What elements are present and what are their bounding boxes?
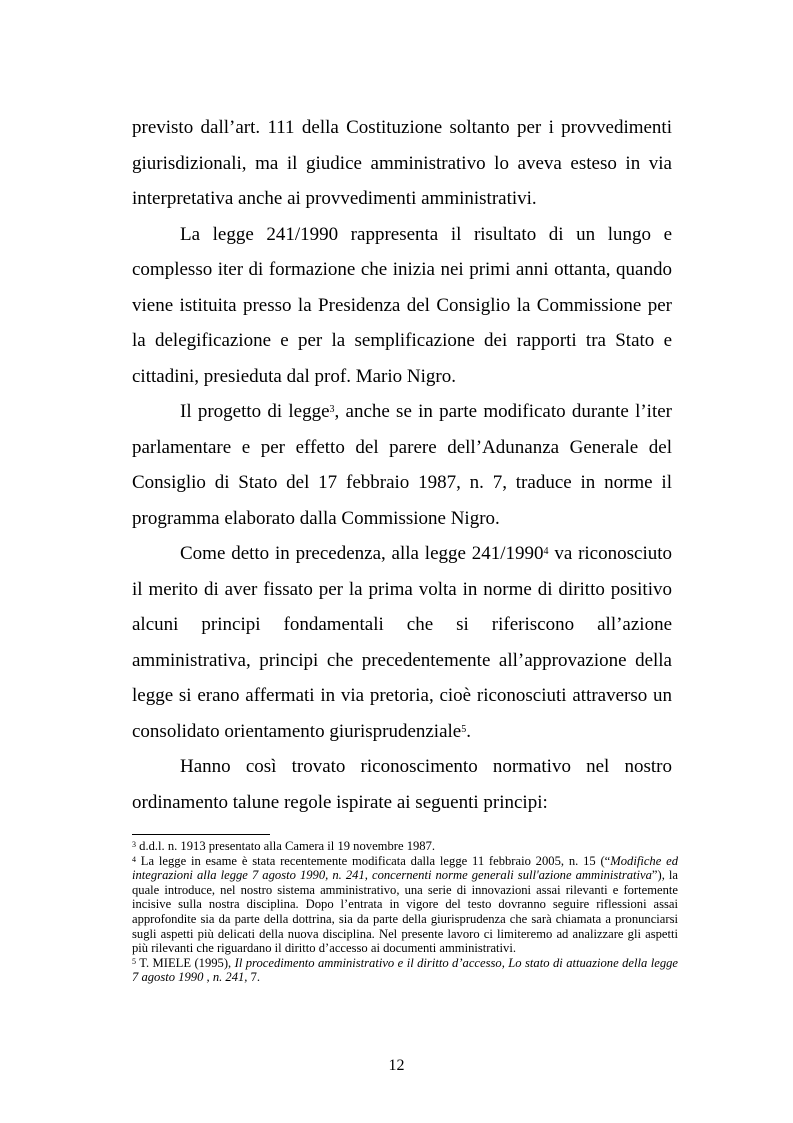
paragraph-4 [132,536,672,749]
footnotes [132,839,678,985]
footnote-3-text: d.d.l. n. 1913 presentato alla Camera il 19 novembre 1987. [136,839,436,853]
footnote-4-text-a: La legge in esame è stata recentemente modificata dalla legge 11 febbraio 2005, n. 15 (“ [136,853,611,868]
paragraph-3-text-a: Il progetto di legge [180,401,330,422]
paragraph-4-text-a: Come detto in precedenza, alla legge 241/1990 [180,543,544,564]
footnote-3 [132,839,678,854]
footnote-ref-3[interactable]: 3 [329,404,335,415]
paragraph-2: La legge 241/1990 rappresenta il risultato di un lungo e complesso iter di formazione che inizia nei primi anni ottanta, quando viene istituita presso la Presidenza del Consiglio la Commissione per la delegificazione e per la semplificazione dei rapporti tra Stato e cittadini, presieduta dal prof. Mario Nigro. [132,223,672,387]
paragraph-1: previsto dall’art. 111 della Costituzione soltanto per i provvedimenti giurisdizionali, ma il giudice amministrativo lo aveva esteso in via interpretativa anche ai provvedimenti amministrativi. [132,117,672,209]
footnote-5-number: 5 [132,956,136,966]
footnote-ref-4[interactable]: 4 [543,546,549,557]
footnote-separator [132,834,270,835]
paragraph-3-text-b: , anche se in parte modificato durante l’iter parlamentare e per effetto del parere dell’Adunanza Generale del Consiglio di Stato del 17 febbraio 1987, n. 7, traduce in norme il programma elaborato dalla Commissione Nigro. [132,401,672,529]
paragraph-4-text-b: va riconosciuto il merito di aver fissato per la prima volta in norme di diritto positivo alcuni principi fondamentali che si riferiscono all’azione amministrativa, principi che precedentemente all’approvazione della legge si erano affermati in via pretoria, cioè riconosciuti attraverso un consolidato orientamento giurisprudenziale [132,543,673,742]
paragraph-3 [132,394,672,536]
footnote-3-number: 3 [132,840,136,849]
page-number: 12 [388,1057,405,1074]
paragraph-5: Hanno così trovato riconoscimento normativo nel nostro ordinamento talune regole ispirate ai seguenti principi: [132,756,672,813]
footnote-5-text-b: 7. [247,970,261,985]
footnote-ref-5[interactable]: 5 [461,723,467,735]
footnote-4-number: 4 [132,854,136,864]
footnote-4 [132,854,678,956]
footnote-4-text-b: ”), la quale introduce, nel nostro sistema amministrativo, una serie di innovazioni assai rilevanti e fortemente incisive sulla nostra disciplina. Dopo l’entrata in vigore del testo dovranno seguire riflessioni assai approfondite sia da parte della dottrina, sia da parte della giurisprudenza che sarà chiamata a pronunciarsi sugli aspetti più delicati della nuova disciplina. Nel presente lavoro ci limiteremo ad analizzare gli aspetti più rilevanti che riguardano il diritto d’accesso ai documenti amministrativi. [132,868,678,956]
paragraph-4-text-c: . [466,720,471,742]
footnote-5 [132,956,678,985]
footnote-4-title: Modifiche ed integrazioni alla legge 7 agosto 1990, n. 241, concernenti norme generali sull'azione amministrativa [132,853,678,883]
footnote-5-title: Il procedimento amministrativo e il diritto d’accesso, Lo stato di attuazione della legge 7 agosto 1990 , n. 241, [132,955,678,985]
body-text [132,110,672,820]
footnote-5-text-a: T. MIELE (1995), [136,955,235,970]
